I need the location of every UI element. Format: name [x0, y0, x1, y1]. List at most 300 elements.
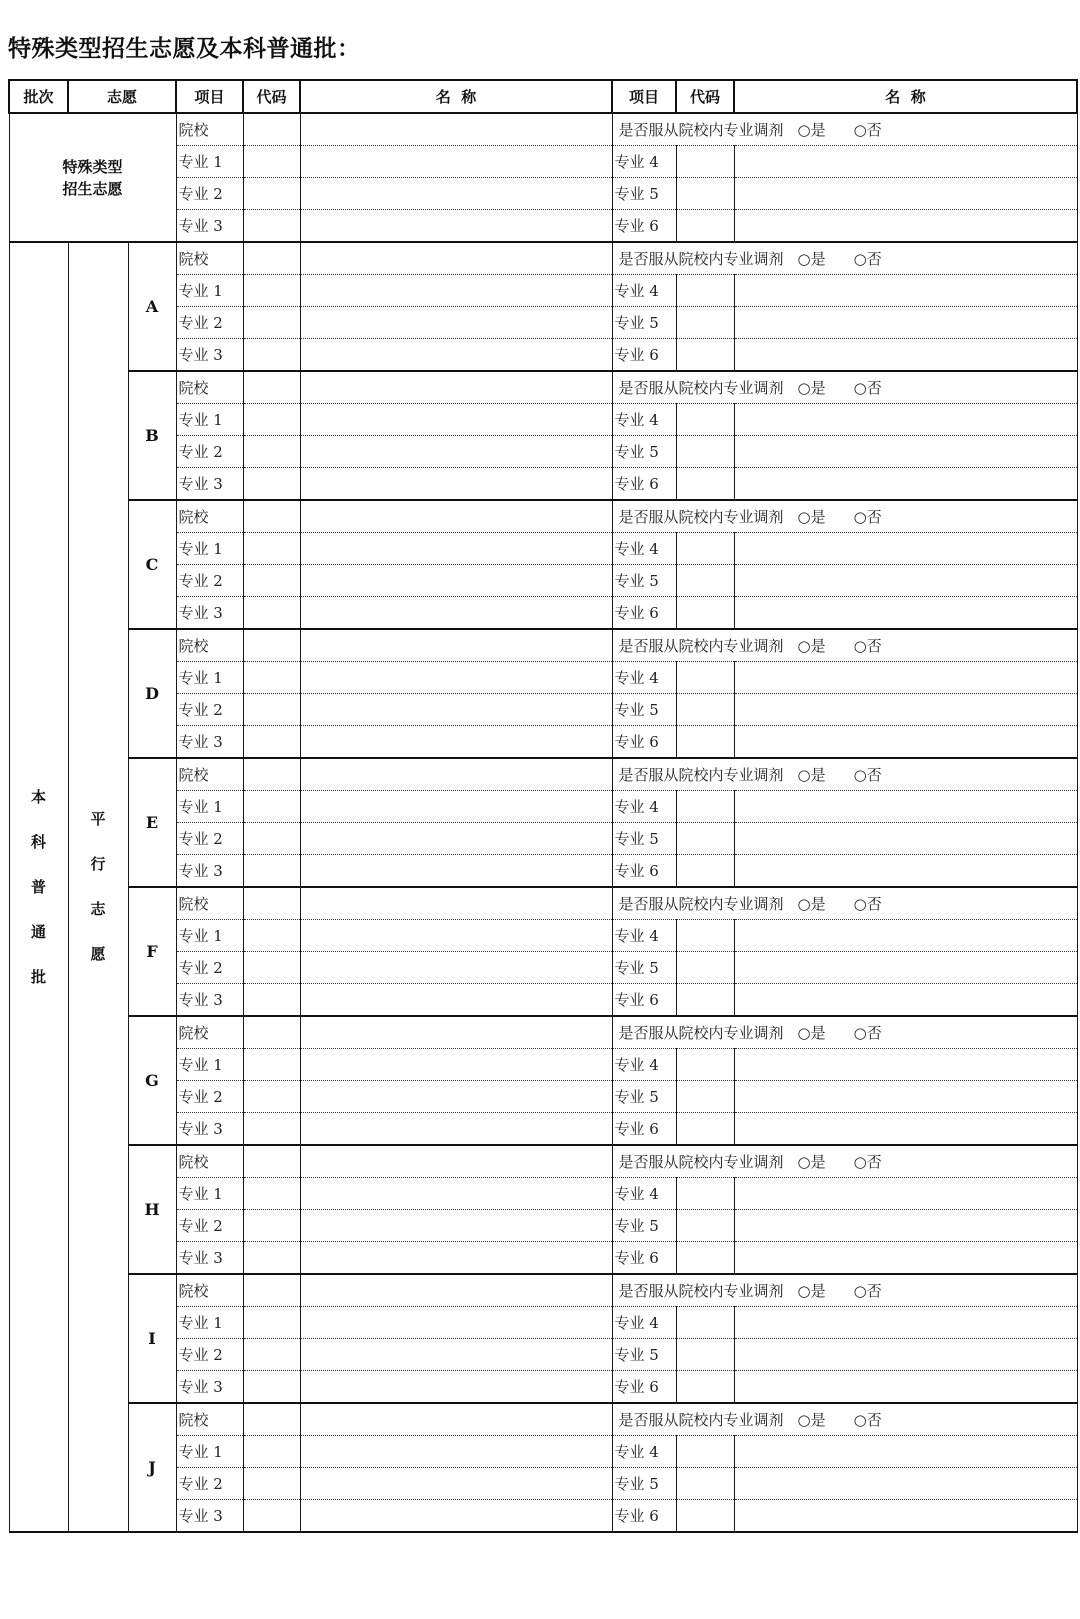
special-major-6-name-field[interactable] — [734, 210, 1077, 243]
group-f-major-6-label: 专业 6 — [612, 984, 676, 1017]
group-g-major-5-name-field[interactable] — [734, 1081, 1077, 1113]
group-g-major-3-name-field[interactable] — [300, 1113, 612, 1146]
header-batch: 批次 — [9, 80, 68, 113]
group-f-school-name-field[interactable] — [300, 887, 612, 920]
group-a-major-1-code-field[interactable] — [243, 275, 300, 307]
group-e-major-5-label: 专业 5 — [612, 823, 676, 855]
group-h-major-5-label: 专业 5 — [612, 1210, 676, 1242]
group-f-major-6-code-field[interactable] — [676, 984, 734, 1017]
group-f-major-1-label: 专业 1 — [176, 920, 243, 952]
table-row — [9, 887, 1077, 920]
group-e-major-6-label: 专业 6 — [612, 855, 676, 888]
group-d-school-name-field[interactable] — [300, 629, 612, 662]
special-school-name-field[interactable] — [300, 113, 612, 146]
group-b-adjust-no-option[interactable]: ○否 — [853, 378, 882, 397]
group-h-major-5-name-field[interactable] — [734, 1210, 1077, 1242]
group-g-major-1-code-field[interactable] — [243, 1049, 300, 1081]
group-a-major-6-name-field[interactable] — [734, 339, 1077, 372]
special-major-6-label: 专业 6 — [612, 210, 676, 243]
group-j-major-1-name-field[interactable] — [300, 1436, 612, 1468]
special-major-5-name-field[interactable] — [734, 178, 1077, 210]
special-major-1-code-field[interactable] — [243, 146, 300, 178]
group-i-major-6-code-field[interactable] — [676, 1371, 734, 1404]
group-e-major-1-label: 专业 1 — [176, 791, 243, 823]
group-b-major-1-name-field[interactable] — [300, 404, 612, 436]
batch-char: 科 — [30, 832, 46, 851]
group-d-major-3-name-field[interactable] — [300, 726, 612, 759]
group-c-major-4-code-field[interactable] — [676, 533, 734, 565]
group-letter-b: B — [128, 371, 176, 500]
group-b-major-6-code-field[interactable] — [676, 468, 734, 501]
group-h-major-1-name-field[interactable] — [300, 1178, 612, 1210]
group-f-adjust-yes-option[interactable]: ○是 — [797, 894, 826, 913]
group-j-major-2-name-field[interactable] — [300, 1468, 612, 1500]
group-g-major-6-name-field[interactable] — [734, 1113, 1077, 1146]
group-letter-g: G — [128, 1016, 176, 1145]
special-school-code-field[interactable] — [243, 113, 300, 146]
group-e-major-2-code-field[interactable] — [243, 823, 300, 855]
special-label-line-1: 特殊类型 — [62, 157, 123, 176]
special-major-5-label: 专业 5 — [612, 178, 676, 210]
group-g-major-1-name-field[interactable] — [300, 1049, 612, 1081]
group-g-adjust-text: 是否服从院校内专业调剂 — [618, 1023, 784, 1042]
group-j-school-code-field[interactable] — [243, 1403, 300, 1436]
group-h-adjust-text: 是否服从院校内专业调剂 — [618, 1152, 784, 1171]
group-d-major-4-name-field[interactable] — [734, 662, 1077, 694]
group-i-school-label: 院校 — [176, 1274, 243, 1307]
group-e-major-3-code-field[interactable] — [243, 855, 300, 888]
table-row — [9, 1274, 1077, 1307]
header-item: 项目 — [176, 80, 243, 113]
group-letter-c: C — [128, 500, 176, 629]
group-e-major-3-label: 专业 3 — [176, 855, 243, 888]
group-d-major-4-code-field[interactable] — [676, 662, 734, 694]
group-j-major-6-code-field[interactable] — [676, 1500, 734, 1533]
group-h-major-4-name-field[interactable] — [734, 1178, 1077, 1210]
group-g-adjust-no-option[interactable]: ○否 — [853, 1023, 882, 1042]
group-d-major-6-label: 专业 6 — [612, 726, 676, 759]
group-e-major-4-label: 专业 4 — [612, 791, 676, 823]
special-major-4-code-field[interactable] — [676, 146, 734, 178]
group-d-major-2-label: 专业 2 — [176, 694, 243, 726]
group-h-adjust-yes-option[interactable]: ○是 — [797, 1152, 826, 1171]
group-j-school-name-field[interactable] — [300, 1403, 612, 1436]
group-c-adjust-no-option[interactable]: ○否 — [853, 507, 882, 526]
group-d-major-3-code-field[interactable] — [243, 726, 300, 759]
group-i-major-1-name-field[interactable] — [300, 1307, 612, 1339]
group-f-major-2-name-field[interactable] — [300, 952, 612, 984]
group-j-major-1-label: 专业 1 — [176, 1436, 243, 1468]
group-j-major-3-label: 专业 3 — [176, 1500, 243, 1533]
group-i-major-1-label: 专业 1 — [176, 1307, 243, 1339]
special-major-2-name-field[interactable] — [300, 178, 612, 210]
group-a-major-6-code-field[interactable] — [676, 339, 734, 372]
group-a-adjust-text: 是否服从院校内专业调剂 — [618, 249, 784, 268]
group-c-adjust-yes-option[interactable]: ○是 — [797, 507, 826, 526]
group-a-adjust-question — [612, 242, 1077, 275]
group-d-adjust-text: 是否服从院校内专业调剂 — [618, 636, 784, 655]
group-j-major-4-code-field[interactable] — [676, 1436, 734, 1468]
group-c-major-2-code-field[interactable] — [243, 565, 300, 597]
group-c-major-3-code-field[interactable] — [243, 597, 300, 630]
group-g-school-name-field[interactable] — [300, 1016, 612, 1049]
special-major-4-label: 专业 4 — [612, 146, 676, 178]
group-a-major-4-name-field[interactable] — [734, 275, 1077, 307]
group-i-major-5-label: 专业 5 — [612, 1339, 676, 1371]
group-e-major-1-code-field[interactable] — [243, 791, 300, 823]
group-f-major-3-name-field[interactable] — [300, 984, 612, 1017]
group-i-major-2-name-field[interactable] — [300, 1339, 612, 1371]
group-g-major-4-name-field[interactable] — [734, 1049, 1077, 1081]
group-i-major-4-code-field[interactable] — [676, 1307, 734, 1339]
group-c-major-5-code-field[interactable] — [676, 565, 734, 597]
group-d-major-5-label: 专业 5 — [612, 694, 676, 726]
special-major-6-code-field[interactable] — [676, 210, 734, 243]
group-b-major-4-name-field[interactable] — [734, 404, 1077, 436]
group-b-school-name-field[interactable] — [300, 371, 612, 404]
group-a-major-3-label: 专业 3 — [176, 339, 243, 372]
group-b-major-2-code-field[interactable] — [243, 436, 300, 468]
special-major-1-label: 专业 1 — [176, 146, 243, 178]
group-i-major-4-name-field[interactable] — [734, 1307, 1077, 1339]
group-a-major-1-label: 专业 1 — [176, 275, 243, 307]
header-item-2: 项目 — [612, 80, 676, 113]
group-a-major-3-code-field[interactable] — [243, 339, 300, 372]
group-j-major-2-label: 专业 2 — [176, 1468, 243, 1500]
group-g-major-1-label: 专业 1 — [176, 1049, 243, 1081]
group-a-adjust-no-option[interactable]: ○否 — [853, 249, 882, 268]
group-c-adjust-question — [612, 500, 1077, 533]
group-h-adjust-question — [612, 1145, 1077, 1178]
special-major-2-code-field[interactable] — [243, 178, 300, 210]
group-h-major-3-code-field[interactable] — [243, 1242, 300, 1275]
group-e-major-1-name-field[interactable] — [300, 791, 612, 823]
group-i-school-name-field[interactable] — [300, 1274, 612, 1307]
group-a-major-2-label: 专业 2 — [176, 307, 243, 339]
group-j-major-4-name-field[interactable] — [734, 1436, 1077, 1468]
group-f-major-4-code-field[interactable] — [676, 920, 734, 952]
group-e-major-3-name-field[interactable] — [300, 855, 612, 888]
group-letter-f: F — [128, 887, 176, 1016]
special-major-3-label: 专业 3 — [176, 210, 243, 243]
group-c-adjust-text: 是否服从院校内专业调剂 — [618, 507, 784, 526]
batch-vertical-label — [10, 775, 68, 1000]
group-j-major-6-label: 专业 6 — [612, 1500, 676, 1533]
table-row — [9, 500, 1077, 533]
group-h-major-2-name-field[interactable] — [300, 1210, 612, 1242]
group-f-adjust-question — [612, 887, 1077, 920]
group-a-major-1-name-field[interactable] — [300, 275, 612, 307]
group-g-major-5-code-field[interactable] — [676, 1081, 734, 1113]
group-i-major-3-code-field[interactable] — [243, 1371, 300, 1404]
group-f-major-1-name-field[interactable] — [300, 920, 612, 952]
group-c-major-3-name-field[interactable] — [300, 597, 612, 630]
group-i-major-1-code-field[interactable] — [243, 1307, 300, 1339]
group-d-major-1-name-field[interactable] — [300, 662, 612, 694]
group-c-major-6-label: 专业 6 — [612, 597, 676, 630]
group-letter-i: I — [128, 1274, 176, 1403]
special-major-4-name-field[interactable] — [734, 146, 1077, 178]
group-g-major-2-code-field[interactable] — [243, 1081, 300, 1113]
group-b-adjust-yes-option[interactable]: ○是 — [797, 378, 826, 397]
group-j-major-5-name-field[interactable] — [734, 1468, 1077, 1500]
header-code-2: 代码 — [676, 80, 734, 113]
special-label-line-2: 招生志愿 — [62, 179, 123, 198]
group-d-adjust-question — [612, 629, 1077, 662]
group-i-major-6-label: 专业 6 — [612, 1371, 676, 1404]
group-a-major-5-code-field[interactable] — [676, 307, 734, 339]
group-j-major-4-label: 专业 4 — [612, 1436, 676, 1468]
header-choice: 志愿 — [68, 80, 176, 113]
group-j-major-5-code-field[interactable] — [676, 1468, 734, 1500]
group-j-major-5-label: 专业 5 — [612, 1468, 676, 1500]
group-i-major-3-name-field[interactable] — [300, 1371, 612, 1404]
group-i-major-6-name-field[interactable] — [734, 1371, 1077, 1404]
group-i-school-code-field[interactable] — [243, 1274, 300, 1307]
group-g-major-4-code-field[interactable] — [676, 1049, 734, 1081]
group-e-adjust-question — [612, 758, 1077, 791]
special-adjust-yes-option[interactable]: ○是 — [797, 120, 826, 139]
group-a-major-3-name-field[interactable] — [300, 339, 612, 372]
group-e-major-5-code-field[interactable] — [676, 823, 734, 855]
group-d-major-6-name-field[interactable] — [734, 726, 1077, 759]
group-g-school-label: 院校 — [176, 1016, 243, 1049]
group-h-major-5-code-field[interactable] — [676, 1210, 734, 1242]
group-j-adjust-no-option[interactable]: ○否 — [853, 1410, 882, 1429]
group-j-major-2-code-field[interactable] — [243, 1468, 300, 1500]
group-f-school-code-field[interactable] — [243, 887, 300, 920]
group-i-major-5-code-field[interactable] — [676, 1339, 734, 1371]
group-j-school-label: 院校 — [176, 1403, 243, 1436]
application-form-table — [8, 79, 1078, 1533]
group-b-school-code-field[interactable] — [243, 371, 300, 404]
group-a-major-2-name-field[interactable] — [300, 307, 612, 339]
group-c-major-6-name-field[interactable] — [734, 597, 1077, 630]
group-d-major-2-name-field[interactable] — [300, 694, 612, 726]
table-row — [9, 113, 1077, 146]
group-c-major-1-code-field[interactable] — [243, 533, 300, 565]
group-b-adjust-question — [612, 371, 1077, 404]
group-j-major-3-code-field[interactable] — [243, 1500, 300, 1533]
choice-type-cell — [68, 242, 128, 1532]
choice-type-vertical-label — [69, 797, 128, 977]
table-row — [9, 629, 1077, 662]
group-e-major-6-code-field[interactable] — [676, 855, 734, 888]
group-f-major-2-code-field[interactable] — [243, 952, 300, 984]
group-h-major-2-label: 专业 2 — [176, 1210, 243, 1242]
special-major-1-name-field[interactable] — [300, 146, 612, 178]
group-i-adjust-no-option[interactable]: ○否 — [853, 1281, 882, 1300]
group-b-school-label: 院校 — [176, 371, 243, 404]
table-row — [9, 1016, 1077, 1049]
group-d-major-1-code-field[interactable] — [243, 662, 300, 694]
group-h-major-6-label: 专业 6 — [612, 1242, 676, 1275]
group-j-adjust-question — [612, 1403, 1077, 1436]
group-d-school-code-field[interactable] — [243, 629, 300, 662]
batch-char: 本 — [30, 787, 46, 806]
special-adjust-question — [612, 113, 1077, 146]
group-c-major-5-name-field[interactable] — [734, 565, 1077, 597]
group-b-major-2-name-field[interactable] — [300, 436, 612, 468]
group-h-adjust-no-option[interactable]: ○否 — [853, 1152, 882, 1171]
group-c-major-4-label: 专业 4 — [612, 533, 676, 565]
choice-type-char: 平 — [90, 810, 106, 828]
group-g-major-6-code-field[interactable] — [676, 1113, 734, 1146]
special-adjust-no-option[interactable]: ○否 — [853, 120, 882, 139]
group-d-major-5-code-field[interactable] — [676, 694, 734, 726]
group-j-major-3-name-field[interactable] — [300, 1500, 612, 1533]
special-major-2-label: 专业 2 — [176, 178, 243, 210]
group-letter-h: H — [128, 1145, 176, 1274]
group-a-major-5-name-field[interactable] — [734, 307, 1077, 339]
group-e-major-5-name-field[interactable] — [734, 823, 1077, 855]
group-f-major-5-label: 专业 5 — [612, 952, 676, 984]
group-h-major-3-name-field[interactable] — [300, 1242, 612, 1275]
group-c-major-2-name-field[interactable] — [300, 565, 612, 597]
group-c-major-6-code-field[interactable] — [676, 597, 734, 630]
table-row — [9, 1145, 1077, 1178]
special-major-3-name-field[interactable] — [300, 210, 612, 243]
group-d-major-2-code-field[interactable] — [243, 694, 300, 726]
group-f-major-3-code-field[interactable] — [243, 984, 300, 1017]
group-letter-j: J — [128, 1403, 176, 1532]
group-a-major-4-code-field[interactable] — [676, 275, 734, 307]
group-b-major-6-label: 专业 6 — [612, 468, 676, 501]
group-j-adjust-yes-option[interactable]: ○是 — [797, 1410, 826, 1429]
group-h-major-1-code-field[interactable] — [243, 1178, 300, 1210]
group-i-major-4-label: 专业 4 — [612, 1307, 676, 1339]
group-e-adjust-yes-option[interactable]: ○是 — [797, 765, 826, 784]
header-name: 名 称 — [300, 80, 612, 113]
group-d-major-5-name-field[interactable] — [734, 694, 1077, 726]
group-c-major-3-label: 专业 3 — [176, 597, 243, 630]
group-a-school-label: 院校 — [176, 242, 243, 275]
group-g-major-5-label: 专业 5 — [612, 1081, 676, 1113]
group-g-major-6-label: 专业 6 — [612, 1113, 676, 1146]
group-b-major-3-name-field[interactable] — [300, 468, 612, 501]
group-a-school-name-field[interactable] — [300, 242, 612, 275]
group-b-major-1-code-field[interactable] — [243, 404, 300, 436]
group-e-major-6-name-field[interactable] — [734, 855, 1077, 888]
group-g-school-code-field[interactable] — [243, 1016, 300, 1049]
table-row — [9, 758, 1077, 791]
group-e-school-code-field[interactable] — [243, 758, 300, 791]
group-g-adjust-yes-option[interactable]: ○是 — [797, 1023, 826, 1042]
group-h-major-2-code-field[interactable] — [243, 1210, 300, 1242]
group-j-major-1-code-field[interactable] — [243, 1436, 300, 1468]
group-e-school-label: 院校 — [176, 758, 243, 791]
group-b-major-5-code-field[interactable] — [676, 436, 734, 468]
group-i-major-2-code-field[interactable] — [243, 1339, 300, 1371]
group-h-major-4-code-field[interactable] — [676, 1178, 734, 1210]
group-i-major-5-name-field[interactable] — [734, 1339, 1077, 1371]
group-g-major-3-label: 专业 3 — [176, 1113, 243, 1146]
group-b-major-6-name-field[interactable] — [734, 468, 1077, 501]
group-e-adjust-text: 是否服从院校内专业调剂 — [618, 765, 784, 784]
group-b-major-4-code-field[interactable] — [676, 404, 734, 436]
group-f-major-5-name-field[interactable] — [734, 952, 1077, 984]
group-a-major-4-label: 专业 4 — [612, 275, 676, 307]
group-d-adjust-no-option[interactable]: ○否 — [853, 636, 882, 655]
group-e-school-name-field[interactable] — [300, 758, 612, 791]
table-row — [9, 1403, 1077, 1436]
group-h-major-6-name-field[interactable] — [734, 1242, 1077, 1275]
group-e-adjust-no-option[interactable]: ○否 — [853, 765, 882, 784]
group-c-school-name-field[interactable] — [300, 500, 612, 533]
batch-char: 批 — [30, 967, 46, 986]
group-f-major-1-code-field[interactable] — [243, 920, 300, 952]
group-f-major-6-name-field[interactable] — [734, 984, 1077, 1017]
group-b-major-5-name-field[interactable] — [734, 436, 1077, 468]
group-letter-a: A — [128, 242, 176, 371]
group-d-major-1-label: 专业 1 — [176, 662, 243, 694]
group-h-school-code-field[interactable] — [243, 1145, 300, 1178]
group-b-major-5-label: 专业 5 — [612, 436, 676, 468]
group-d-major-3-label: 专业 3 — [176, 726, 243, 759]
group-a-adjust-yes-option[interactable]: ○是 — [797, 249, 826, 268]
group-b-adjust-text: 是否服从院校内专业调剂 — [618, 378, 784, 397]
batch-char: 普 — [30, 877, 46, 896]
group-c-school-code-field[interactable] — [243, 500, 300, 533]
group-e-major-2-name-field[interactable] — [300, 823, 612, 855]
group-b-major-1-label: 专业 1 — [176, 404, 243, 436]
group-a-major-2-code-field[interactable] — [243, 307, 300, 339]
group-j-major-6-name-field[interactable] — [734, 1500, 1077, 1533]
group-g-major-3-code-field[interactable] — [243, 1113, 300, 1146]
group-d-adjust-yes-option[interactable]: ○是 — [797, 636, 826, 655]
group-c-major-2-label: 专业 2 — [176, 565, 243, 597]
group-g-major-2-label: 专业 2 — [176, 1081, 243, 1113]
group-i-adjust-yes-option[interactable]: ○是 — [797, 1281, 826, 1300]
group-h-school-name-field[interactable] — [300, 1145, 612, 1178]
group-b-major-4-label: 专业 4 — [612, 404, 676, 436]
group-f-major-4-name-field[interactable] — [734, 920, 1077, 952]
group-letter-e: E — [128, 758, 176, 887]
group-c-major-4-name-field[interactable] — [734, 533, 1077, 565]
special-major-3-code-field[interactable] — [243, 210, 300, 243]
group-f-major-5-code-field[interactable] — [676, 952, 734, 984]
group-h-major-1-label: 专业 1 — [176, 1178, 243, 1210]
group-d-major-6-code-field[interactable] — [676, 726, 734, 759]
group-f-school-label: 院校 — [176, 887, 243, 920]
group-g-major-4-label: 专业 4 — [612, 1049, 676, 1081]
table-row — [9, 242, 1077, 275]
group-h-major-6-code-field[interactable] — [676, 1242, 734, 1275]
special-school-label: 院校 — [176, 113, 243, 146]
group-b-major-2-label: 专业 2 — [176, 436, 243, 468]
batch-cell — [9, 242, 68, 1532]
group-f-adjust-no-option[interactable]: ○否 — [853, 894, 882, 913]
group-h-school-label: 院校 — [176, 1145, 243, 1178]
group-letter-d: D — [128, 629, 176, 758]
special-major-5-code-field[interactable] — [676, 178, 734, 210]
group-a-school-code-field[interactable] — [243, 242, 300, 275]
batch-char: 通 — [30, 922, 46, 941]
group-c-school-label: 院校 — [176, 500, 243, 533]
group-b-major-3-code-field[interactable] — [243, 468, 300, 501]
group-g-major-2-name-field[interactable] — [300, 1081, 612, 1113]
group-i-major-3-label: 专业 3 — [176, 1371, 243, 1404]
header-row — [9, 80, 1077, 113]
group-c-major-1-name-field[interactable] — [300, 533, 612, 565]
header-code: 代码 — [243, 80, 300, 113]
group-i-adjust-text: 是否服从院校内专业调剂 — [618, 1281, 784, 1300]
group-e-major-4-name-field[interactable] — [734, 791, 1077, 823]
group-b-major-3-label: 专业 3 — [176, 468, 243, 501]
group-d-school-label: 院校 — [176, 629, 243, 662]
special-adjust-text: 是否服从院校内专业调剂 — [618, 120, 784, 139]
group-e-major-4-code-field[interactable] — [676, 791, 734, 823]
